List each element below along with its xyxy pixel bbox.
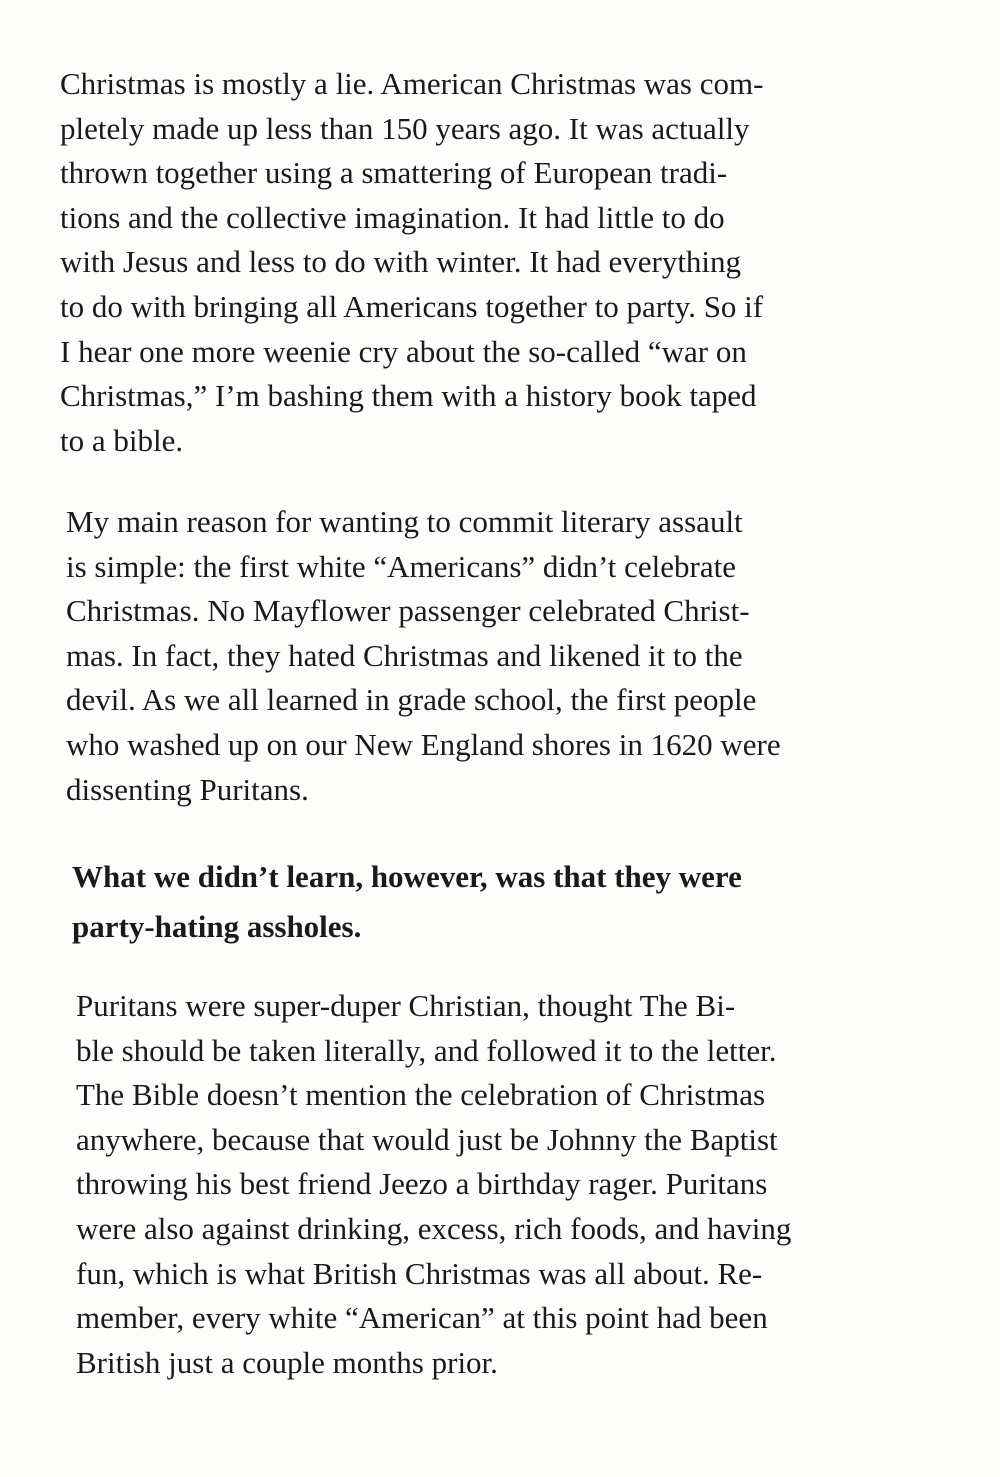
text-line: fun, which is what British Christmas was all about. Re- [76,1255,763,1291]
text-line: devil. As we all learned in grade school, the first people [66,682,757,718]
text-line: dissenting Puritans. [66,771,309,807]
text-line: were also against drinking, excess, rich foods, and having [76,1210,792,1246]
text-line: What we didn’t learn, however, was that they were [72,859,742,894]
text-line: I hear one more weenie cry about the so-called “war on [60,333,747,369]
text-line: anywhere, because that would just be Johnny the Baptist [76,1121,778,1157]
text-line: My main reason for wanting to commit literary assault [66,504,743,539]
text-line: to a bible. [60,422,184,458]
text-line: member, every white “American” at this point had been [76,1300,768,1336]
text-line: tions and the collective imagination. It had little to do [60,199,725,235]
text-line: Christmas is mostly a lie. American Christmas was com- [60,66,764,101]
text-line: who washed up on our New England shores in 1620 were [66,726,781,762]
text-line: Christmas. No Mayflower passenger celebrated Christ- [66,593,750,629]
text-line: Puritans were super-duper Christian, thought The Bi- [76,988,736,1023]
text-line: is simple: the first white “Americans” didn’t celebrate [66,548,737,584]
text-line: to do with bringing all Americans together to party. So if [60,288,764,324]
text-line: thrown together using a smattering of European tradi- [60,155,728,191]
text-line: The Bible doesn’t mention the celebration of Christmas [76,1077,766,1113]
text-line: mas. In fact, they hated Christmas and likened it to the [66,637,743,673]
paragraph-main-reason [66,500,926,812]
text-line: ble should be taken literally, and followed it to the letter. [76,1032,777,1068]
text-line: party-hating assholes. [72,909,362,944]
text-line: pletely made up less than 150 years ago. It was actually [60,110,750,146]
paragraph-puritans [76,984,936,1385]
text-line: British just a couple months prior. [76,1344,498,1380]
text-line: with Jesus and less to do with winter. It had everything [60,244,742,280]
paragraph-bold-callout [72,852,932,952]
text-line: throwing his best friend Jeezo a birthday rager. Puritans [76,1166,768,1202]
text-line: Christmas,” I’m bashing them with a history book taped [60,378,757,414]
paragraph-intro [60,62,920,463]
